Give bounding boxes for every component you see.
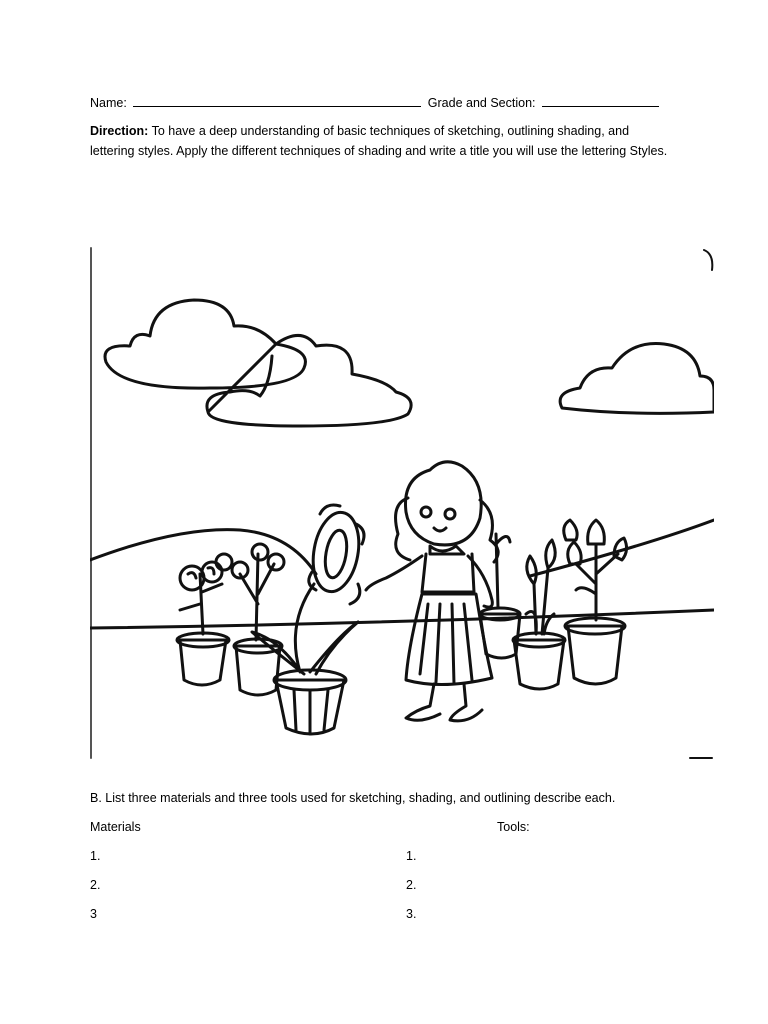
- tools-item-1: 1.: [406, 849, 417, 863]
- tools-item-2: 2.: [406, 878, 417, 892]
- name-label: Name:: [90, 96, 127, 110]
- name-blank[interactable]: [133, 94, 421, 107]
- cloud-middle-icon: [207, 335, 411, 426]
- direction-text: To have a deep understanding of basic techniques of sketching, outlining shading, and lettering styles. Apply the different techniques of shading and write a title you will use the lettering Styles.: [90, 124, 668, 158]
- tulip-pot-icon: [564, 520, 627, 684]
- materials-item-3: 3: [90, 907, 97, 921]
- grade-section-blank[interactable]: [542, 94, 659, 107]
- girl-icon: [366, 462, 498, 721]
- big-flower-pot-icon: [252, 505, 365, 734]
- daisy-pot-icon: [232, 544, 284, 695]
- coloring-page-girl-with-flower-pots-icon: [90, 244, 714, 762]
- section-b-instruction: B. List three materials and three tools used for sketching, shading, and outlining describe each.: [90, 791, 616, 805]
- cloud-right-icon: [560, 344, 714, 414]
- materials-item-1: 1.: [90, 849, 101, 863]
- rose-pot-icon: [177, 554, 232, 685]
- grade-section-label: Grade and Section:: [427, 96, 536, 110]
- name-grade-line: [90, 94, 662, 110]
- direction-label: Direction:: [90, 124, 149, 138]
- tools-label: Tools:: [497, 820, 530, 834]
- direction-paragraph: [90, 122, 670, 161]
- materials-item-2: 2.: [90, 878, 101, 892]
- materials-label: Materials: [90, 820, 141, 834]
- tools-item-3: 3.: [406, 907, 417, 921]
